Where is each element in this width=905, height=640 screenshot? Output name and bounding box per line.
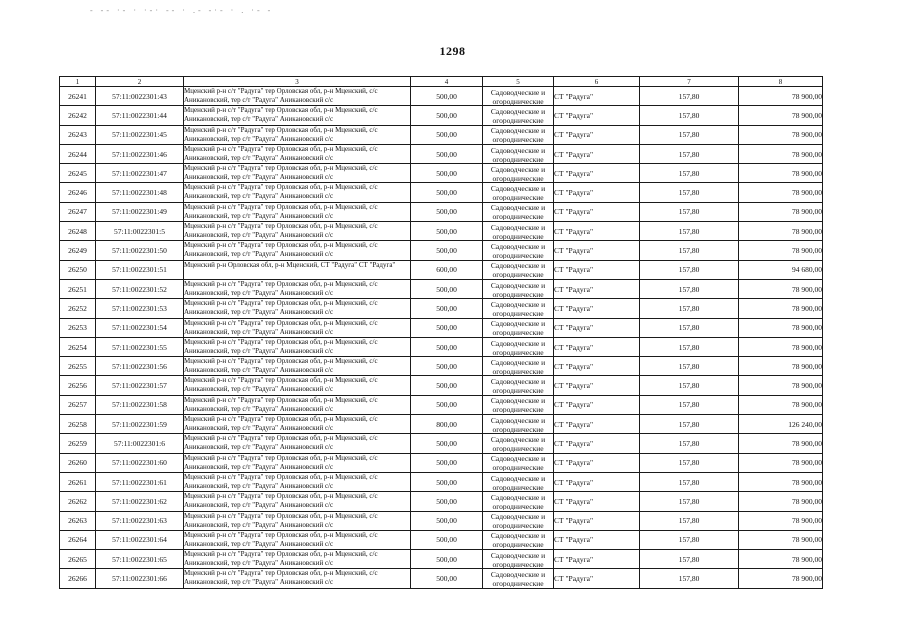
cadastral-value-cell: 78 900,00 — [739, 144, 823, 163]
area-cell: 500,00 — [411, 337, 483, 356]
land-use-text: Садоводческие и огороднические — [490, 319, 546, 337]
cadastral-number: 57:11:0022301:59 — [96, 415, 184, 434]
row-number: 26245 — [60, 164, 96, 183]
table-row — [60, 550, 823, 569]
row-number: 26260 — [60, 453, 96, 472]
land-use-text: Садоводческие и огороднические — [490, 357, 546, 375]
land-use-cell — [483, 106, 554, 125]
address-cell — [184, 279, 411, 298]
land-use-cell — [483, 144, 554, 163]
column-header: 7 — [640, 77, 739, 87]
address-cell — [184, 183, 411, 202]
area-cell: 500,00 — [411, 164, 483, 183]
organization-cell: СТ "Радуга" — [554, 125, 640, 144]
address-cell — [184, 550, 411, 569]
land-use-cell — [483, 279, 554, 298]
cadastral-number: 57:11:0022301:57 — [96, 376, 184, 395]
address-cell — [184, 357, 411, 376]
address-text: Мценский р-н с/т "Радуга" тер Орловская обл, р-н Мценский, с/с Аникановский, тер с/т "Радуга" Аникановский с/с — [184, 569, 378, 587]
land-use-cell — [483, 241, 554, 260]
table-row — [60, 87, 823, 106]
address-text: Мценский р-н с/т "Радуга" тер Орловская обл, р-н Мценский, с/с Аникановский, тер с/т "Радуга" Аникановский с/с — [184, 222, 378, 240]
land-use-text: Садоводческие и огороднические — [490, 145, 546, 163]
area-cell: 500,00 — [411, 492, 483, 511]
area-cell: 500,00 — [411, 183, 483, 202]
row-number: 26242 — [60, 106, 96, 125]
table-row — [60, 337, 823, 356]
organization-cell: СТ "Радуга" — [554, 550, 640, 569]
cadastral-number: 57:11:0022301:56 — [96, 357, 184, 376]
area-cell: 500,00 — [411, 87, 483, 106]
address-text: Мценский р-н с/т "Радуга" тер Орловская обл, р-н Мценский, с/с Аникановский, тер с/т "Радуга" Аникановский с/с — [184, 125, 378, 143]
land-use-text: Садоводческие и огороднические — [490, 512, 546, 530]
land-use-text: Садоводческие и огороднические — [490, 492, 546, 510]
cadastral-value-cell: 78 900,00 — [739, 492, 823, 511]
unit-price-cell: 157,80 — [640, 279, 739, 298]
row-number: 26241 — [60, 87, 96, 106]
area-cell: 500,00 — [411, 434, 483, 453]
address-cell — [184, 222, 411, 241]
cadastral-number: 57:11:0022301:54 — [96, 318, 184, 337]
table-row — [60, 241, 823, 260]
column-header: 4 — [411, 77, 483, 87]
unit-price-cell: 157,80 — [640, 183, 739, 202]
cadastral-value-cell: 78 900,00 — [739, 125, 823, 144]
address-cell — [184, 530, 411, 549]
organization-cell: СТ "Радуга" — [554, 241, 640, 260]
unit-price-cell: 157,80 — [640, 550, 739, 569]
address-text: Мценский р-н с/т "Радуга" тер Орловская обл, р-н Мценский, с/с Аникановский, тер с/т "Радуга" Аникановский с/с — [184, 492, 378, 510]
cadastral-number: 57:11:0022301:58 — [96, 395, 184, 414]
land-use-cell — [483, 337, 554, 356]
unit-price-cell: 157,80 — [640, 415, 739, 434]
row-number: 26256 — [60, 376, 96, 395]
row-number: 26250 — [60, 260, 96, 279]
row-number: 26253 — [60, 318, 96, 337]
area-cell: 500,00 — [411, 550, 483, 569]
address-cell — [184, 106, 411, 125]
land-use-cell — [483, 299, 554, 318]
land-use-text: Садоводческие и огороднические — [490, 415, 546, 433]
unit-price-cell: 157,80 — [640, 472, 739, 491]
cadastral-number: 57:11:0022301:49 — [96, 202, 184, 221]
area-cell: 500,00 — [411, 376, 483, 395]
address-text: Мценский р-н с/т "Радуга" тер Орловская обл, р-н Мценский, с/с Аникановский, тер с/т "Радуга" Аникановский с/с — [184, 376, 378, 394]
cadastral-number: 57:11:0022301:45 — [96, 125, 184, 144]
land-use-text: Садоводческие и огороднические — [490, 106, 546, 124]
land-use-cell — [483, 260, 554, 279]
row-number: 26264 — [60, 530, 96, 549]
table-row — [60, 511, 823, 530]
unit-price-cell: 157,80 — [640, 337, 739, 356]
cadastral-value-cell: 78 900,00 — [739, 511, 823, 530]
land-use-text: Садоводческие и огороднические — [490, 377, 546, 395]
land-use-cell — [483, 434, 554, 453]
unit-price-cell: 157,80 — [640, 299, 739, 318]
table-row — [60, 492, 823, 511]
address-text: Мценский р-н с/т "Радуга" тер Орловская обл, р-н Мценский, с/с Аникановский, тер с/т "Радуга" Аникановский с/с — [184, 144, 378, 162]
land-use-text: Садоводческие и огороднические — [490, 164, 546, 182]
organization-cell: СТ "Радуга" — [554, 222, 640, 241]
address-cell — [184, 299, 411, 318]
land-use-cell — [483, 202, 554, 221]
table-row — [60, 260, 823, 279]
land-use-text: Садоводческие и огороднические — [490, 531, 546, 549]
row-number: 26255 — [60, 357, 96, 376]
organization-cell: СТ "Радуга" — [554, 530, 640, 549]
row-number: 26261 — [60, 472, 96, 491]
area-cell: 500,00 — [411, 569, 483, 588]
address-cell — [184, 125, 411, 144]
column-header: 3 — [184, 77, 411, 87]
row-number: 26265 — [60, 550, 96, 569]
organization-cell: СТ "Радуга" — [554, 569, 640, 588]
address-cell — [184, 492, 411, 511]
unit-price-cell: 157,80 — [640, 144, 739, 163]
organization-cell: СТ "Радуга" — [554, 260, 640, 279]
unit-price-cell: 157,80 — [640, 453, 739, 472]
cadastral-number: 57:11:0022301:46 — [96, 144, 184, 163]
land-use-text: Садоводческие и огороднические — [490, 473, 546, 491]
organization-cell: СТ "Радуга" — [554, 357, 640, 376]
land-use-text: Садоводческие и огороднические — [490, 550, 546, 568]
land-use-text: Садоводческие и огороднические — [490, 570, 546, 588]
row-number: 26251 — [60, 279, 96, 298]
land-use-text: Садоводческие и огороднические — [490, 454, 546, 472]
area-cell: 500,00 — [411, 144, 483, 163]
area-cell: 800,00 — [411, 415, 483, 434]
unit-price-cell: 157,80 — [640, 434, 739, 453]
address-text: Мценский р-н с/т "Радуга" тер Орловская обл, р-н Мценский, с/с Аникановский, тер с/т "Радуга" Аникановский с/с — [184, 472, 378, 490]
cadastral-value-cell: 78 900,00 — [739, 472, 823, 491]
cadastral-number: 57:11:0022301:53 — [96, 299, 184, 318]
row-number: 26243 — [60, 125, 96, 144]
area-cell: 500,00 — [411, 511, 483, 530]
cadastral-number: 57:11:0022301:66 — [96, 569, 184, 588]
row-number: 26266 — [60, 569, 96, 588]
cadastral-number: 57:11:0022301:65 — [96, 550, 184, 569]
table-row — [60, 357, 823, 376]
address-text: Мценский р-н с/т "Радуга" тер Орловская обл, р-н Мценский, с/с Аникановский, тер с/т "Радуга" Аникановский с/с — [184, 357, 378, 375]
table-row — [60, 183, 823, 202]
land-use-cell — [483, 569, 554, 588]
row-number: 26262 — [60, 492, 96, 511]
address-text: Мценский р-н с/т "Радуга" тер Орловская обл, р-н Мценский, с/с Аникановский, тер с/т "Радуга" Аникановский с/с — [184, 202, 378, 220]
row-number: 26263 — [60, 511, 96, 530]
land-use-text: Садоводческие и огороднические — [490, 126, 546, 144]
header-row — [60, 77, 823, 87]
land-use-text: Садоводческие и огороднические — [490, 299, 546, 317]
cadastral-number: 57:11:0022301:50 — [96, 241, 184, 260]
table-row — [60, 279, 823, 298]
land-use-cell — [483, 415, 554, 434]
land-use-cell — [483, 164, 554, 183]
table-row — [60, 395, 823, 414]
cadastral-number: 57:11:0022301:48 — [96, 183, 184, 202]
area-cell: 500,00 — [411, 202, 483, 221]
address-cell — [184, 472, 411, 491]
organization-cell: СТ "Радуга" — [554, 511, 640, 530]
land-use-cell — [483, 87, 554, 106]
organization-cell: СТ "Радуга" — [554, 299, 640, 318]
page-number: 1298 — [439, 44, 466, 58]
unit-price-cell: 157,80 — [640, 318, 739, 337]
cadastral-value-cell: 78 900,00 — [739, 183, 823, 202]
land-use-cell — [483, 357, 554, 376]
address-text: Мценский р-н с/т "Радуга" тер Орловская обл, р-н Мценский, с/с Аникановский, тер с/т "Радуга" Аникановский с/с — [184, 87, 378, 104]
area-cell: 500,00 — [411, 241, 483, 260]
address-cell — [184, 337, 411, 356]
organization-cell: СТ "Радуга" — [554, 279, 640, 298]
unit-price-cell: 157,80 — [640, 530, 739, 549]
cadastral-number: 57:11:0022301:44 — [96, 106, 184, 125]
row-number: 26247 — [60, 202, 96, 221]
unit-price-cell: 157,80 — [640, 569, 739, 588]
address-text: Мценский р-н Орловская обл, р-н Мценский, СТ "Радуга" СТ "Радуга" — [184, 260, 396, 269]
table-row — [60, 472, 823, 491]
area-cell: 500,00 — [411, 279, 483, 298]
land-use-cell — [483, 183, 554, 202]
land-use-cell — [483, 492, 554, 511]
address-text: Мценский р-н с/т "Радуга" тер Орловская обл, р-н Мценский, с/с Аникановский, тер с/т "Радуга" Аникановский с/с — [184, 415, 378, 433]
land-use-cell — [483, 318, 554, 337]
land-use-cell — [483, 472, 554, 491]
cadastral-number: 57:11:0022301:52 — [96, 279, 184, 298]
cadastral-number: 57:11:0022301:5 — [96, 222, 184, 241]
table-row — [60, 569, 823, 588]
area-cell: 500,00 — [411, 453, 483, 472]
address-text: Мценский р-н с/т "Радуга" тер Орловская обл, р-н Мценский, с/с Аникановский, тер с/т "Радуга" Аникановский с/с — [184, 183, 378, 201]
unit-price-cell: 157,80 — [640, 164, 739, 183]
address-text: Мценский р-н с/т "Радуга" тер Орловская обл, р-н Мценский, с/с Аникановский, тер с/т "Радуга" Аникановский с/с — [184, 106, 378, 124]
organization-cell: СТ "Радуга" — [554, 106, 640, 125]
address-text: Мценский р-н с/т "Радуга" тер Орловская обл, р-н Мценский, с/с Аникановский, тер с/т "Радуга" Аникановский с/с — [184, 279, 378, 297]
table-row — [60, 164, 823, 183]
unit-price-cell: 157,80 — [640, 106, 739, 125]
cadastral-value-cell: 78 900,00 — [739, 222, 823, 241]
land-use-cell — [483, 125, 554, 144]
land-use-text: Садоводческие и огороднические — [490, 87, 546, 105]
organization-cell: СТ "Радуга" — [554, 164, 640, 183]
land-use-text: Садоводческие и огороднические — [490, 242, 546, 260]
address-text: Мценский р-н с/т "Радуга" тер Орловская обл, р-н Мценский, с/с Аникановский, тер с/т "Радуга" Аникановский с/с — [184, 511, 378, 529]
cadastral-number: 57:11:0022301:55 — [96, 337, 184, 356]
cadastral-number: 57:11:0022301:43 — [96, 87, 184, 106]
unit-price-cell: 157,80 — [640, 222, 739, 241]
land-use-text: Садоводческие и огороднические — [490, 396, 546, 414]
table-row — [60, 453, 823, 472]
cadastral-value-cell: 78 900,00 — [739, 279, 823, 298]
table-row — [60, 376, 823, 395]
row-number: 26244 — [60, 144, 96, 163]
address-text: Мценский р-н с/т "Радуга" тер Орловская обл, р-н Мценский, с/с Аникановский, тер с/т "Радуга" Аникановский с/с — [184, 453, 378, 471]
row-number: 26258 — [60, 415, 96, 434]
address-cell — [184, 434, 411, 453]
table-row — [60, 106, 823, 125]
land-use-cell — [483, 530, 554, 549]
address-cell — [184, 415, 411, 434]
area-cell: 500,00 — [411, 222, 483, 241]
address-cell — [184, 453, 411, 472]
organization-cell: СТ "Радуга" — [554, 144, 640, 163]
land-use-text: Садоводческие и огороднические — [490, 184, 546, 202]
row-number: 26249 — [60, 241, 96, 260]
organization-cell: СТ "Радуга" — [554, 415, 640, 434]
scan-noise: - -- ·- · ·-· -- · .- -·- · . ·- - — [90, 6, 274, 15]
area-cell: 600,00 — [411, 260, 483, 279]
land-use-text: Садоводческие и огороднические — [490, 280, 546, 298]
unit-price-cell: 157,80 — [640, 511, 739, 530]
organization-cell: СТ "Радуга" — [554, 472, 640, 491]
column-header: 1 — [60, 77, 96, 87]
cadastral-number: 57:11:0022301:61 — [96, 472, 184, 491]
organization-cell: СТ "Радуга" — [554, 318, 640, 337]
cadastral-number: 57:11:0022301:60 — [96, 453, 184, 472]
area-cell: 500,00 — [411, 318, 483, 337]
address-cell — [184, 144, 411, 163]
cadastral-value-cell: 78 900,00 — [739, 299, 823, 318]
unit-price-cell: 157,80 — [640, 260, 739, 279]
cadastral-value-cell: 78 900,00 — [739, 569, 823, 588]
table-row — [60, 318, 823, 337]
unit-price-cell: 157,80 — [640, 241, 739, 260]
organization-cell: СТ "Радуга" — [554, 337, 640, 356]
address-cell — [184, 241, 411, 260]
address-text: Мценский р-н с/т "Радуга" тер Орловская обл, р-н Мценский, с/с Аникановский, тер с/т "Радуга" Аникановский с/с — [184, 337, 378, 355]
unit-price-cell: 157,80 — [640, 492, 739, 511]
land-use-cell — [483, 376, 554, 395]
table-row — [60, 202, 823, 221]
unit-price-cell: 157,80 — [640, 125, 739, 144]
cadastral-value-cell: 78 900,00 — [739, 550, 823, 569]
cadastral-value-cell: 78 900,00 — [739, 318, 823, 337]
cadastral-value-cell: 78 900,00 — [739, 241, 823, 260]
column-header: 5 — [483, 77, 554, 87]
address-cell — [184, 164, 411, 183]
cadastral-number: 57:11:0022301:6 — [96, 434, 184, 453]
table-row — [60, 299, 823, 318]
cadastral-value-cell: 94 680,00 — [739, 260, 823, 279]
land-use-text: Садоводческие и огороднические — [490, 203, 546, 221]
organization-cell: СТ "Радуга" — [554, 434, 640, 453]
address-cell — [184, 569, 411, 588]
organization-cell: СТ "Радуга" — [554, 376, 640, 395]
address-cell — [184, 376, 411, 395]
table-row — [60, 415, 823, 434]
cadastral-number: 57:11:0022301:51 — [96, 260, 184, 279]
address-text: Мценский р-н с/т "Радуга" тер Орловская обл, р-н Мценский, с/с Аникановский, тер с/т "Радуга" Аникановский с/с — [184, 164, 378, 182]
row-number: 26252 — [60, 299, 96, 318]
area-cell: 500,00 — [411, 125, 483, 144]
cadastral-number: 57:11:0022301:47 — [96, 164, 184, 183]
address-text: Мценский р-н с/т "Радуга" тер Орловская обл, р-н Мценский, с/с Аникановский, тер с/т "Радуга" Аникановский с/с — [184, 395, 378, 413]
row-number: 26259 — [60, 434, 96, 453]
cadastral-value-cell: 78 900,00 — [739, 87, 823, 106]
organization-cell: СТ "Радуга" — [554, 202, 640, 221]
area-cell: 500,00 — [411, 472, 483, 491]
cadastral-value-cell: 78 900,00 — [739, 164, 823, 183]
organization-cell: СТ "Радуга" — [554, 183, 640, 202]
column-header: 6 — [554, 77, 640, 87]
area-cell: 500,00 — [411, 299, 483, 318]
land-use-cell — [483, 395, 554, 414]
table-body — [60, 87, 823, 589]
cadastral-number: 57:11:0022301:64 — [96, 530, 184, 549]
unit-price-cell: 157,80 — [640, 87, 739, 106]
address-text: Мценский р-н с/т "Радуга" тер Орловская обл, р-н Мценский, с/с Аникановский, тер с/т "Радуга" Аникановский с/с — [184, 299, 378, 317]
unit-price-cell: 157,80 — [640, 202, 739, 221]
table-row — [60, 530, 823, 549]
land-use-cell — [483, 453, 554, 472]
row-number: 26246 — [60, 183, 96, 202]
cadastral-value-cell: 78 900,00 — [739, 395, 823, 414]
table-row — [60, 125, 823, 144]
column-header: 8 — [739, 77, 823, 87]
address-text: Мценский р-н с/т "Радуга" тер Орловская обл, р-н Мценский, с/с Аникановский, тер с/т "Радуга" Аникановский с/с — [184, 241, 378, 259]
land-use-cell — [483, 511, 554, 530]
cadastral-value-cell: 126 240,00 — [739, 415, 823, 434]
cadastral-value-cell: 78 900,00 — [739, 434, 823, 453]
address-text: Мценский р-н с/т "Радуга" тер Орловская обл, р-н Мценский, с/с Аникановский, тер с/т "Радуга" Аникановский с/с — [184, 530, 378, 548]
table-row — [60, 434, 823, 453]
land-use-text: Садоводческие и огороднические — [490, 434, 546, 452]
unit-price-cell: 157,80 — [640, 395, 739, 414]
cadastral-number: 57:11:0022301:62 — [96, 492, 184, 511]
cadastral-value-cell: 78 900,00 — [739, 202, 823, 221]
area-cell: 500,00 — [411, 357, 483, 376]
row-number: 26254 — [60, 337, 96, 356]
unit-price-cell: 157,80 — [640, 376, 739, 395]
cadastral-value-cell: 78 900,00 — [739, 530, 823, 549]
organization-cell: СТ "Радуга" — [554, 395, 640, 414]
column-header: 2 — [96, 77, 184, 87]
cadastral-value-cell: 78 900,00 — [739, 106, 823, 125]
cadastral-value-cell: 78 900,00 — [739, 337, 823, 356]
row-number: 26257 — [60, 395, 96, 414]
registry-table — [59, 76, 823, 589]
land-use-text: Садоводческие и огороднические — [490, 261, 546, 279]
cadastral-value-cell: 78 900,00 — [739, 376, 823, 395]
cadastral-value-cell: 78 900,00 — [739, 453, 823, 472]
land-use-text: Садоводческие и огороднические — [490, 338, 546, 356]
cadastral-number: 57:11:0022301:63 — [96, 511, 184, 530]
address-text: Мценский р-н с/т "Радуга" тер Орловская обл, р-н Мценский, с/с Аникановский, тер с/т "Радуга" Аникановский с/с — [184, 434, 378, 452]
organization-cell: СТ "Радуга" — [554, 492, 640, 511]
address-cell — [184, 511, 411, 530]
area-cell: 500,00 — [411, 530, 483, 549]
organization-cell: СТ "Радуга" — [554, 453, 640, 472]
cadastral-value-cell: 78 900,00 — [739, 357, 823, 376]
unit-price-cell: 157,80 — [640, 357, 739, 376]
area-cell: 500,00 — [411, 106, 483, 125]
area-cell: 500,00 — [411, 395, 483, 414]
address-cell — [184, 202, 411, 221]
address-text: Мценский р-н с/т "Радуга" тер Орловская обл, р-н Мценский, с/с Аникановский, тер с/т "Радуга" Аникановский с/с — [184, 550, 378, 568]
address-cell — [184, 87, 411, 106]
address-text: Мценский р-н с/т "Радуга" тер Орловская обл, р-н Мценский, с/с Аникановский, тер с/т "Радуга" Аникановский с/с — [184, 318, 378, 336]
address-cell — [184, 318, 411, 337]
table-row — [60, 144, 823, 163]
land-use-text: Садоводческие и огороднические — [490, 222, 546, 240]
row-number: 26248 — [60, 222, 96, 241]
table-row — [60, 222, 823, 241]
address-cell — [184, 260, 411, 279]
organization-cell: СТ "Радуга" — [554, 87, 640, 106]
land-use-cell — [483, 550, 554, 569]
land-use-cell — [483, 222, 554, 241]
address-cell — [184, 395, 411, 414]
